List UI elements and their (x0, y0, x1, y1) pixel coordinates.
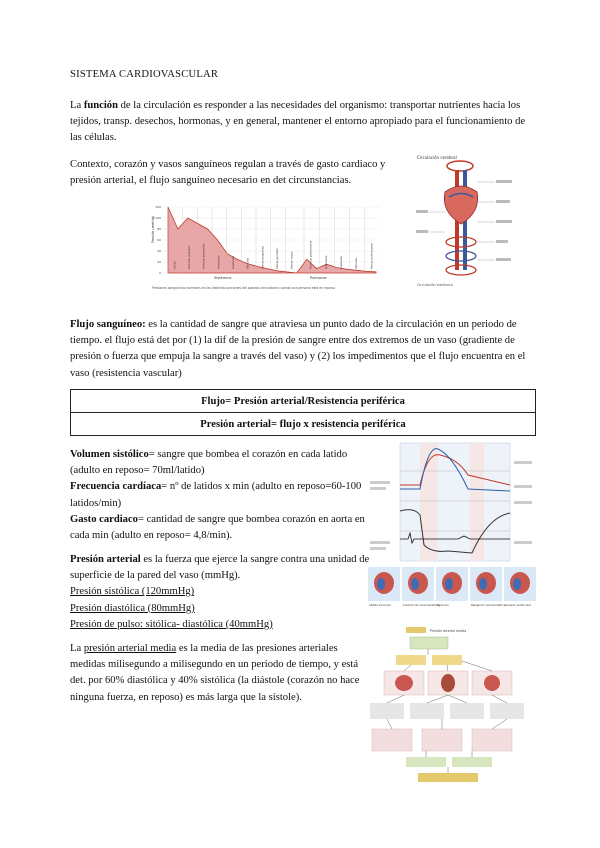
presion-sistolica: Presión sistólica (120mmHg) (70, 586, 195, 598)
regulation-title: Presión arterial media (430, 629, 467, 633)
segment-label: Arterias pulmonares (308, 240, 313, 269)
page-title: SISTEMA CARDIOVASCULAR (70, 69, 219, 80)
segment-label: Capilares (339, 256, 343, 269)
phase-label-2: Contracción isovolumétrica (403, 603, 440, 607)
formula-row-presion: Presión arterial= flujo x resistencia periférica (70, 412, 536, 436)
y-tick-label: 40 (157, 249, 161, 253)
flujo-text: es la cantidad de sangre que atraviesa un punto dado de la circulación en un periodo de tiempo. el flujo está det por (1) la dif de la presión de sangre entre dos extremos de un vaso (gradiente de presión o fuerza que empuja la sangre a través del vaso) y (2) los impedimentos que el flujo encuentra en el vaso (resistencia vascular) (70, 319, 526, 379)
presion-definition (70, 552, 370, 584)
def-frecuencia (70, 479, 370, 511)
media-text: es la media de las presiones arteriales medidas milisegundo a milisegundo en un periodo de tiempo, y está det. por 60% diastólica y 40% sistólica (la diástole (corazón no hace ninguna fuerza, en reposo) es más larga que la sístole). (70, 643, 360, 703)
pressure-chart-svg (148, 203, 388, 295)
flujo-bold: Flujo sanguíneo: (70, 319, 146, 330)
def-volumen (70, 447, 370, 479)
y-tick-label: 80 (157, 227, 161, 231)
presion-diastolica: Presión diastólica (80mmHg) (70, 602, 195, 614)
def-volumen-text: = sangre que bombea el corazón en cada latido (adulto en reposo= 70ml/latido) (70, 449, 348, 477)
circulation-bottom-label: Circulación sistémica (417, 283, 453, 287)
presion-block (70, 552, 370, 633)
segment-label: Arterias grandes (187, 245, 191, 269)
segment-label: Vénulas (354, 258, 359, 269)
y-tick-label: 20 (157, 260, 161, 264)
flow-node-top (406, 627, 426, 633)
phase-label-5: Llenado ventricular (505, 603, 531, 607)
segment-label: Venas pulmonares (369, 243, 374, 269)
media-pre: La (70, 643, 84, 654)
def-frecuencia-bold: Frecuencia cardíaca (70, 481, 162, 493)
segment-label: Capilares (231, 256, 235, 269)
cardiac-cycle-figure (368, 441, 538, 609)
intro-paragraph (70, 98, 538, 147)
y-tick-label: 60 (157, 238, 161, 242)
presion-bold: Presión arterial (70, 554, 141, 565)
chart-caption: Presiones sanguíneas normales en las distintas porciones del aparato circulatorio cuando una persona está en reposo. (152, 286, 336, 290)
regulation-flowchart (366, 625, 552, 785)
media-underlined: presión arterial media (83, 643, 177, 654)
def-frecuencia-text: = nº de latidos x min (adulto en reposo=60-100 latidos/min) (70, 481, 362, 509)
y-tick-label: 100 (155, 216, 161, 220)
circulation-diagram (415, 152, 515, 292)
y-tick-label: 0 (159, 271, 161, 275)
pressure-chart (148, 203, 388, 295)
segment-label: Venas grandes (275, 248, 279, 269)
segment-label: Aorta (172, 261, 177, 269)
flujo-paragraph (70, 317, 538, 382)
ylabel: Presión (mmHg) (151, 215, 155, 243)
phase-label-4: Relajación isovolumétrica (471, 603, 506, 607)
def-gasto (70, 512, 370, 544)
intro-pre: La (70, 100, 84, 111)
presion-pulso: Presión de pulso: sitólica- diastólica (40mmHg) (70, 618, 273, 630)
segment-label: Arterias pequeñas (201, 243, 206, 269)
presion-text: es la fuerza que ejerce la sangre contra una unidad de superficie de la pared del vaso (mmHg). (70, 554, 370, 582)
y-tick-label: 120 (155, 205, 161, 209)
def-gasto-text: = cantidad de sangre que bombea corazón en aorta en cada min (adulto en reposo= 4,8/min). (70, 513, 365, 542)
intro-text: de la circulación es responder a las necesidades del organismo: transportar nutrientes hacia los tejidos, transp. desechos, hormonas, y en general, mantener el entorno apropiado para el funcionamiento de las células. (70, 100, 526, 144)
segment-label: Arteriolas (323, 255, 328, 269)
media-paragraph (70, 641, 360, 706)
segment-label: Arteriolas (216, 255, 221, 269)
segment-label: Venas pequeñas (260, 246, 265, 269)
context-paragraph: Contexto, corazón y vasos sanguíneos regulan a través de gasto cardiaco y presión arterial, el flujo sanguíneo necesario en det circunstancias. (70, 159, 386, 187)
definitions-block (70, 447, 370, 544)
phase-label-1: Sístole auricular (369, 603, 391, 607)
def-gasto-bold: Gasto cardiaco (70, 513, 138, 525)
segment-label: Vénulas (245, 258, 250, 269)
xlabel-left: Sistémica (214, 276, 232, 280)
intro-bold: función (83, 100, 118, 111)
def-volumen-bold: Volumen sistólico (70, 449, 149, 460)
circulation-top-label: Circulación cerebral (417, 155, 457, 160)
phase-label-3: Eyección (437, 603, 449, 607)
formula-row-flujo: Flujo= Presión arterial/Resistencia periférica (70, 389, 536, 413)
xlabel-right: Pulmonar (310, 276, 328, 280)
segment-label: Venas cavas (289, 251, 294, 269)
